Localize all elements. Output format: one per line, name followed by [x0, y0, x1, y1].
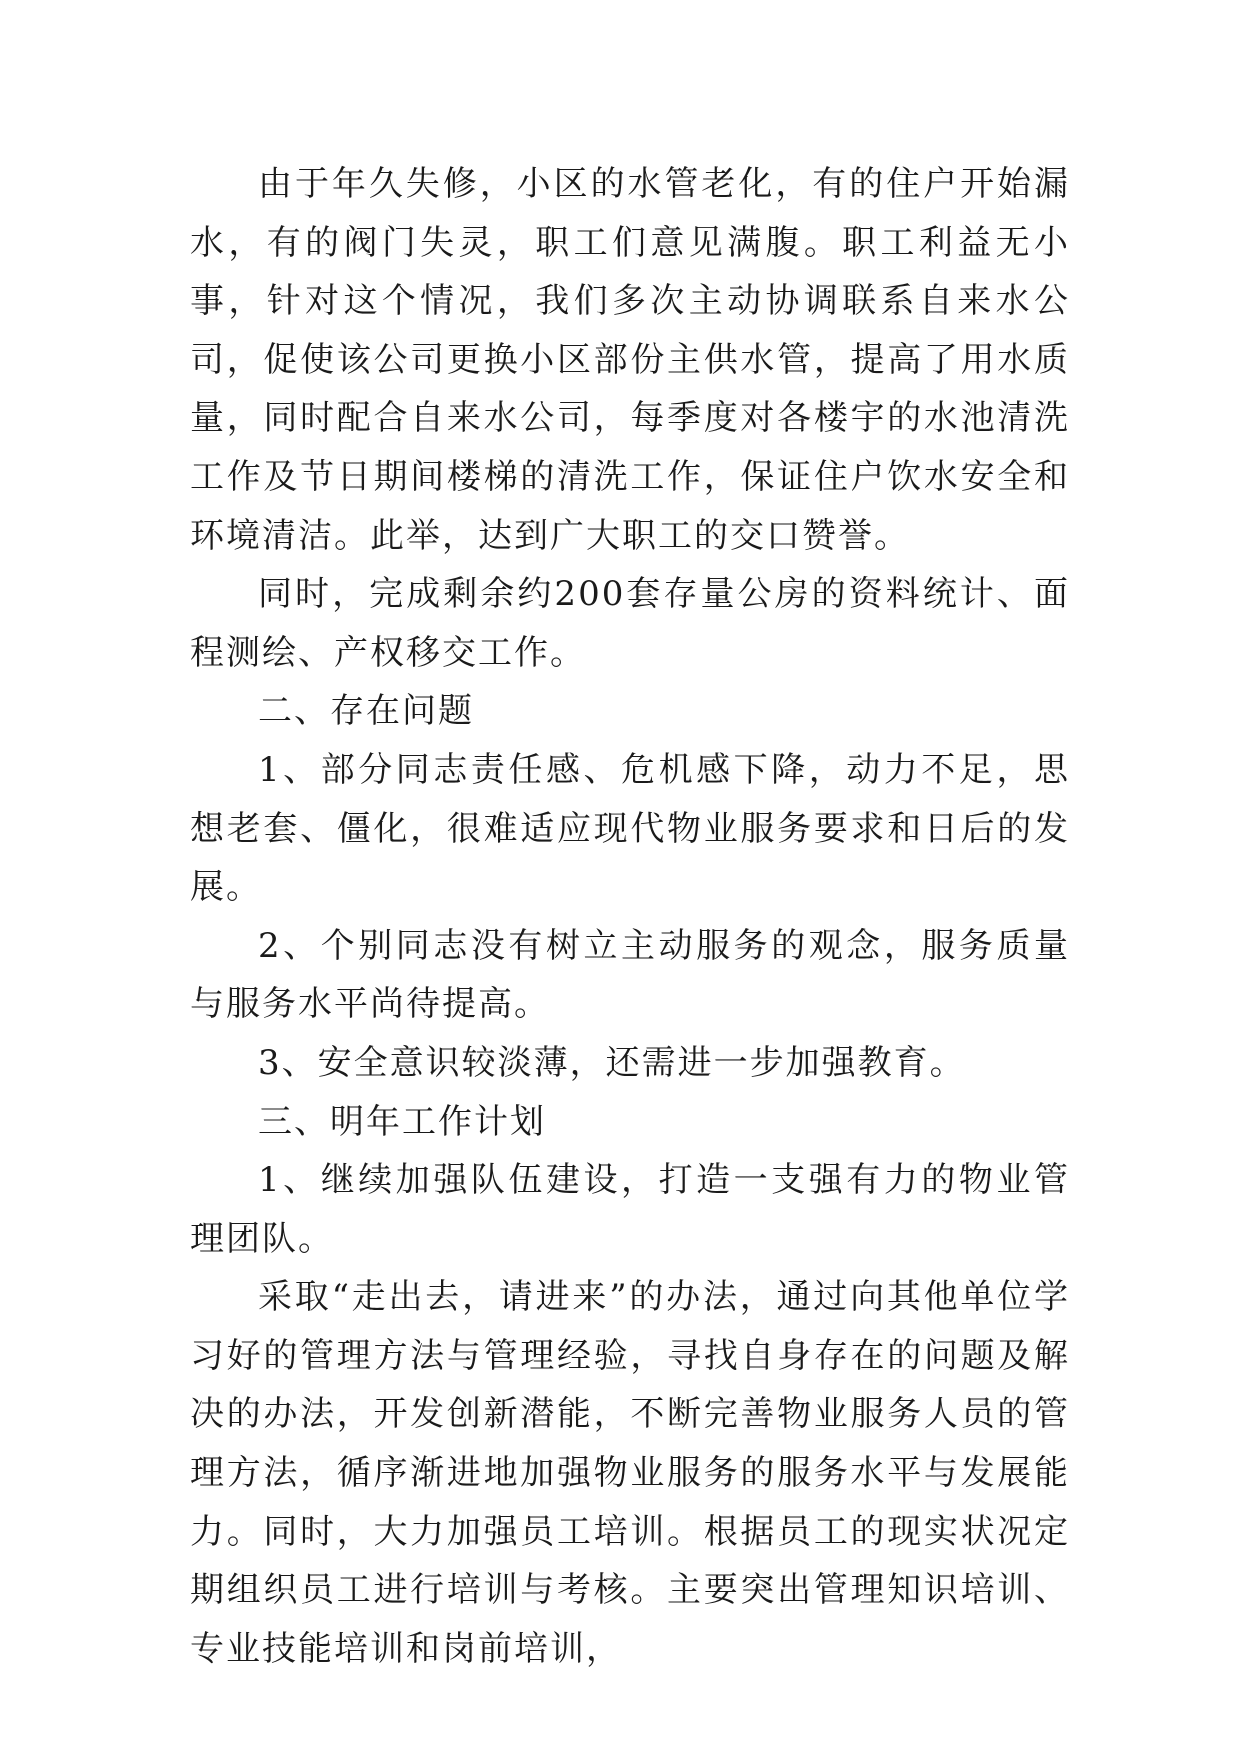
section-heading-problems: 二、存在问题	[258, 691, 474, 732]
document-body	[190, 155, 1070, 1678]
list-item-problem-3: 3、安全意识较淡薄，还需进一步加强教育。	[258, 1042, 966, 1083]
section-heading-plan: 三、明年工作计划	[258, 1101, 546, 1142]
paragraph-public-housing: 同时，完成剩余约200套存量公房的资料统计、面程测绘、产权移交工作。	[190, 574, 1070, 673]
list-item-problem-1: 1、部分同志责任感、危机感下降，动力不足，思想老套、僵化，很难适应现代物业服务要求和日后的发展。	[190, 749, 1070, 908]
list-item-plan-1: 1、继续加强队伍建设，打造一支强有力的物业管理团队。	[190, 1160, 1070, 1259]
list-item-problem-2: 2、个别同志没有树立主动服务的观念，服务质量与服务水平尚待提高。	[190, 925, 1070, 1025]
paragraph-training: 采取“走出去，请进来”的办法，通过向其他单位学习好的管理方法与管理经验，寻找自身存在的问题及解决的办法，开发创新潜能，不断完善物业服务人员的管理方法，循序渐进地加强物业服务的服务水平与发展能力。同时，大力加强员工培训。根据员工的现实状况定期组织员工进行培训与考核。主要突出管理知识培训、专业技能培训和岗前培训，	[190, 1277, 1070, 1669]
paragraph-water-pipes: 由于年久失修，小区的水管老化，有的住户开始漏水，有的阀门失灵，职工们意见满腹。职工利益无小事，针对这个情况，我们多次主动协调联系自来水公司，促使该公司更换小区部份主供水管，提高了用水质量，同时配合自来水公司，每季度对各楼宇的水池清洗工作及节日期间楼梯的清洗工作，保证住户饮水安全和环境清洁。此举，达到广大职工的交口赞誉。	[190, 164, 1070, 556]
